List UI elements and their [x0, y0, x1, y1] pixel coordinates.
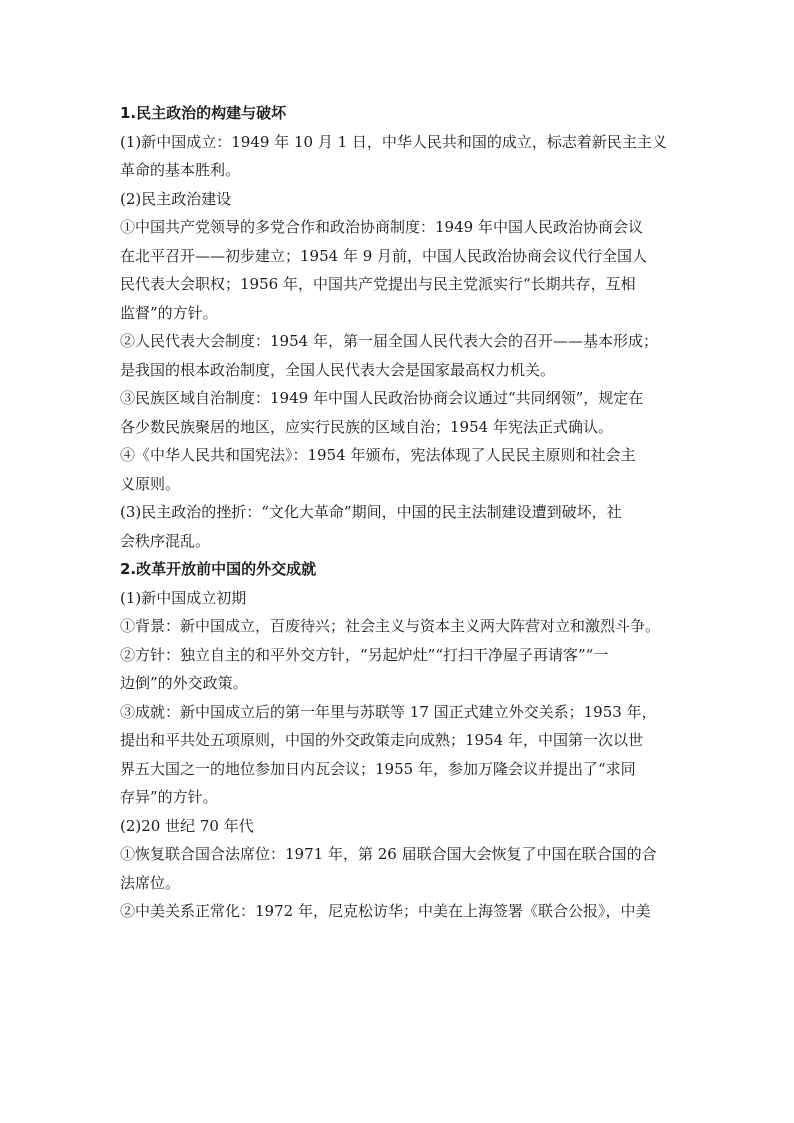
subheading: (2)20 世纪 70 年代 — [120, 816, 254, 835]
text-line: 法席位。 — [120, 873, 181, 892]
text-line: 边倒”的外交政策。 — [120, 674, 248, 692]
text-line: 各少数民族聚居的地区，应实行民族的区域自治；1954 年宪法正式确认。 — [120, 417, 613, 436]
section-heading-2: 2.改革开放前中国的外交成就 — [120, 560, 317, 578]
text-line: ③成就：新中国成立后的第一年里与苏联等 17 国正式建立外交关系；1953 年， — [120, 702, 657, 721]
text-line: 民代表大会职权；1956 年，中国共产党提出与民主党派实行“长期共存，互相 — [120, 275, 636, 293]
text-line: ④《中华人民共和国宪法》：1954 年颁布，宪法体现了人民民主原则和社会主 — [120, 446, 636, 464]
text-line: (3)民主政治的挫折：“文化大革命”期间，中国的民主法制建设遭到破坏，社 — [120, 503, 622, 521]
text-line: 存异”的方针。 — [120, 788, 218, 806]
text-line: ②中美关系正常化：1972 年，尼克松访华；中美在上海签署《联合公报》，中美 — [120, 902, 651, 920]
document-body — [120, 99, 676, 926]
text-line: 会秩序混乱。 — [120, 531, 211, 550]
text-line: ②方针：独立自主的和平外交方针，“另起炉灶”“打扫干净屋子再请客”“一 — [120, 645, 609, 664]
text-line: 是我国的根本政治制度，全国人民代表大会是国家最高权力机关。 — [120, 360, 556, 379]
text-line: ③民族区域自治制度：1949 年中国人民政治协商会议通过“共同纲领”，规定在 — [120, 389, 644, 407]
text-line: ①中国共产党领导的多党合作和政治协商制度：1949 年中国人民政治协商会议 — [120, 218, 643, 236]
text-line: 义原则。 — [120, 474, 181, 493]
text-line: 提出和平共处五项原则，中国的外交政策走向成熟；1954 年，中国第一次以世 — [120, 731, 643, 749]
text-line: 界五大国之一的地位参加日内瓦会议；1955 年，参加万隆会议并提出了“求同 — [120, 759, 636, 778]
text-line: 监督”的方针。 — [120, 303, 218, 322]
text-line: ①背景：新中国成立，百废待兴；社会主义与资本主义两大阵营对立和激烈斗争。 — [120, 617, 661, 635]
text-line: 在北平召开——初步建立；1954 年 9 月前，中国人民政治协商会议代行全国人 — [120, 246, 648, 265]
text-line: ②人民代表大会制度：1954 年，第一届全国人民代表大会的召开——基本形成； — [120, 332, 658, 350]
text-line: 革命的基本胜利。 — [120, 161, 241, 179]
text-line: ①恢复联合国合法席位：1971 年，第 26 届联合国大会恢复了中国在联合国的合 — [120, 845, 657, 863]
subheading: (2)民主政治建设 — [120, 189, 232, 208]
text-line: (1)新中国成立：1949 年 10 月 1 日，中华人民共和国的成立，标志着新民主主义 — [120, 132, 667, 151]
subheading: (1)新中国成立初期 — [120, 588, 247, 607]
section-heading-1: 1.民主政治的构建与破坏 — [120, 104, 287, 122]
